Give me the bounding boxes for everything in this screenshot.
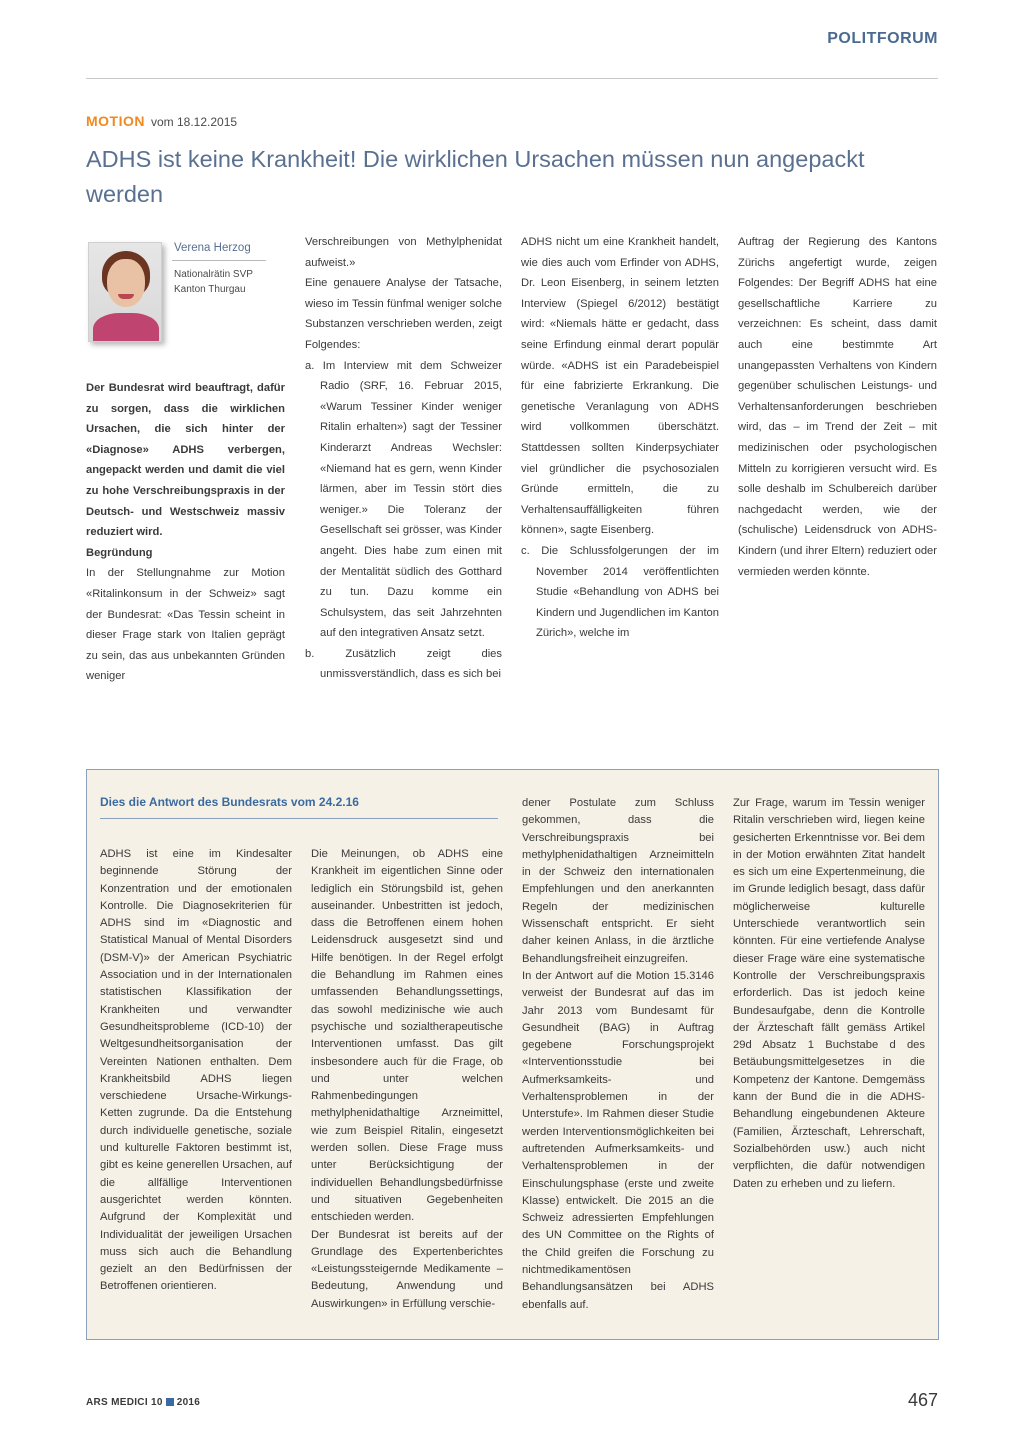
motion-tag: MOTION [86,113,145,129]
answer-paragraph: Zur Frage, warum im Tessin weniger Ritalin verschrieben wird, liegen keine gesicherten Erkenntnisse vor. Bei dem in der Motion erwähnten Zitat handelt es sich um eine Expertenmeinung, die im Grunde lediglich besagt, dass dafür möglicherweise kulturelle Unterschiede verantwortlich sein könnten. Für eine vertiefende Analyse dieser Frage wäre eine systematische Kontrolle der Verschreibungspraxis erforderlich. Das ist jedoch keine Bundesaufgabe, denn die Kontrolle der Ärzteschaft fällt gemäss Artikel 29d Absatz 1 Buchstabe d des Betäubungsmittelgesetzes in die Kompetenz der Kantone. Demgemäss kann der Bund die in die ADHS-Behandlung eingebundenen Akteure (Familien, Ärzteschaft, Lehrerschaft, Sozialbehörden usw.) auch nicht verpflichten, die dafür notwendigen Daten zu erheben und zu liefern. [733,797,925,1190]
article-title: ADHS ist keine Krankheit! Die wirklichen Ursachen müssen nun angepackt werden [86,146,865,207]
list-item-a: a. Im Interview mit dem Schweizer Radio (SRF, 16. Februar 2015, «Warum Tessiner Kinder weniger Ritalin erhalten») sagt der Tessiner Kinderarzt Andreas Wechsler: «Niemand hat es gern, wenn Kinder lärmen, aber im Tessin stört dies weniger.» Die Toleranz der Gesellschaft sei grösser, was Kinder angeht. Dies habe zum einen mit der Mentalität südlich des Gotthard zu tun. Dazu komme ein Schulsystem, das seit Jahrzehnten auf den integrativen Ansatz setzt. [305,359,502,640]
motion-paragraph: ADHS nicht um eine Krankheit handelt, wie dies auch vom Erfinder von ADHS, Dr. Leon Eisenberg, in seinem letzten Interview (Spiegel 6/2012) bestätigt wird: «Niemals hätte er gedacht, dass seine Erfindung einmal derart populär würde. «ADHS ist ein Paradebeispiel für eine fabrizierte Erkrankung. Die genetische Veranlagung von ADHS wird vollkommen überschätzt. Stattdessen sollten Kinderpsychiater viel gründlicher die psychosozialen Gründe ermitteln, die zu Verhaltensauffälligkeiten führen können», sagte Eisenberg. [521,236,719,537]
kicker [86,113,237,129]
answer-paragraph: In der Antwort auf die Motion 15.3146 verweist der Bundesrat auf das im Jahr 2013 vom Bundesamt für Gesundheit (BAG) in Auftrag gegebene Forschungsprojekt «Interventionsstudie bei Aufmerksamkeits- und Verhaltensproblemen in der Unterstufe». Im Rahmen dieser Studie werden Interventionsmöglichkeiten bei auftretenden Aufmerksamkeits- und Verhaltensproblemen in der Einschulungsphase (erste und zweite Klasse) entwickelt. Die 2015 an die Schweiz adressierten Empfehlungen des UN Committee on the Rights of the Child greifen die Forschung zu nichtmedikamentösen Behandlungsansätzen bei ADHS ebenfalls auf. [522,969,714,1311]
motion-column-1 [86,378,285,687]
author-divider [172,260,266,261]
page-number: 467 [907,1390,938,1410]
author-photo [88,242,162,342]
section-label: POLITFORUM [827,30,938,47]
motion-date: vom 18.12.2015 [151,115,238,129]
answer-paragraph: Die Meinungen, ob ADHS eine Krankheit im eigentlichen Sinne oder lediglich ein Störungsbild ist, gehen auseinander. Unbestritten ist jedoch, dass die Betroffenen einem hohen Leidensdruck ausgesetzt sind und Hilfe benötigen. In der Regel erfolgt die Behandlung im Rahmen eines umfassenden Behandlungssettings, das sowohl medizinische wie auch psychische und sozialtherapeutische Interventionen umfasst. Das gilt insbesondere auch für die Frage, ob und unter welchen Rahmenbedingungen methylphenidathaltige Arzneimittel, wie zum Beispiel Ritalin, eingesetzt werden sollen. Diese Frage muss unter Berücksichtigung der individuellen Behandlungsbedürfnisse und situativen Gegebenheiten entschieden werden. [311,848,503,1224]
list-item-c: c. Die Schlussfolgerungen der im November 2014 veröffentlichten Studie «Behandlung von ADHS bei Kindern und Jugendlichen im Kanton Zürich», welche im [521,544,719,640]
author-role: Nationalrätin SVP Kanton Thurgau [174,269,253,295]
author-block [86,240,286,352]
motion-paragraph: Auftrag der Regierung des Kantons Zürichs angefertigt wurde, zeigen Folgendes: Der Begriff ADHS hat eine gesellschaftliche Karriere zu verzeichnen: Es scheint, dass damit auch eine bestimmte Art unangepassten Verhaltens von Kindern gegenüber schulischen Leistungs- und Verhaltensanforderungen beschrieben wird, das – im Trend der Zeit – mit medizinischen oder psychologischen Mitteln zu korrigieren versucht wird. Es solle deshalb im Schulbereich darüber nachgedacht werden, wie der (schulische) Leidensdruck von ADHS-Kindern (und ihrer Eltern) reduziert oder vermieden werden könnte. [738,236,937,578]
footer-publication: ARS MEDICI 10 2016 [86,1397,201,1408]
footer-square-icon [166,1398,174,1406]
answer-column-2 [311,846,503,1313]
header-divider [86,78,938,79]
motion-paragraph: Verschreibungen von Methylphenidat aufweist.» [305,236,502,269]
reasoning-heading: Begründung [86,546,153,559]
answer-paragraph: ADHS ist eine im Kindesalter beginnende Störung der Konzentration und der emotionalen Kontrolle. Die Diagnosekriterien für ADHS sind im «Diagnostic and Statistical Manual of Mental Disorders (DSM-V)» der American Psychiatric Association und in der Internationalen statistischen Klassifikation der Krankheiten und verwandter Gesundheitsprobleme (ICD-10) der Weltgesundheitsorganisation der Vereinten Nationen enthalten. Dem Krankheitsbild ADHS liegen verschiedene Ursache-Wirkungs-Ketten zugrunde. Da die Entstehung durch individuelle genetische, soziale und kulturelle Faktoren bestimmt ist, gibt es keine generellen Ursachen, auf die allfällige Interventionen ausgerichtet werden könnten. Aufgrund der Komplexität und Individualität der jeweiligen Ursachen muss sich auch die Behandlung gezielt an den Bedürfnissen der Betroffenen orientieren. [100,848,292,1293]
motion-column-2 [305,232,502,685]
answer-paragraph: Der Bundesrat ist bereits auf der Grundlage des Expertenberichtes «Leistungssteigernde Medikamente – Bedeutung, Anwendung und Auswirkungen» in Erfüllung verschie- [311,1228,503,1310]
answer-column-4 [733,795,925,1193]
answer-column-3 [522,795,714,1314]
answer-paragraph: dener Postulate zum Schluss gekommen, dass die Verschreibungspraxis bei methylphenidathaltigen Arzneimitteln in der Schweiz den internationalen Empfehlungen und den anerkannten Regeln der medizinischen Wissenschaft entspricht. Er sieht daher keinen Anlass, in die ärztliche Behandlungsfreiheit einzugreifen. [522,797,714,965]
motion-paragraph: In der Stellungnahme zur Motion «Ritalinkonsum in der Schweiz» sagt der Bundesrat: «Das Tessin scheint in dieser Frage stark von Italien geprägt zu sein, das aus unbekannten Gründen weniger [86,567,285,683]
author-name: Verena Herzog [174,242,251,254]
motion-column-3 [521,232,719,644]
motion-column-4 [738,232,937,582]
answer-title-divider [100,818,498,819]
answer-column-1 [100,846,292,1296]
motion-lead: Der Bundesrat wird beauftragt, dafür zu sorgen, dass die wirklichen Ursachen, die sich hinter der «Diagnose» ADHS verbergen, angepackt werden und damit die viel zu hohe Verschreibungspraxis in der Deutsch- und Westschweiz massiv reduziert wird. [86,382,285,539]
answer-title: Dies die Antwort des Bundesrats vom 24.2.16 [100,795,359,809]
list-item-b: b. Zusätzlich zeigt dies unmissverständlich, dass es sich bei [305,647,502,681]
motion-paragraph: Eine genauere Analyse der Tatsache, wieso im Tessin fünfmal weniger solche Substanzen verschrieben werden, zeigt Folgendes: [305,277,502,351]
